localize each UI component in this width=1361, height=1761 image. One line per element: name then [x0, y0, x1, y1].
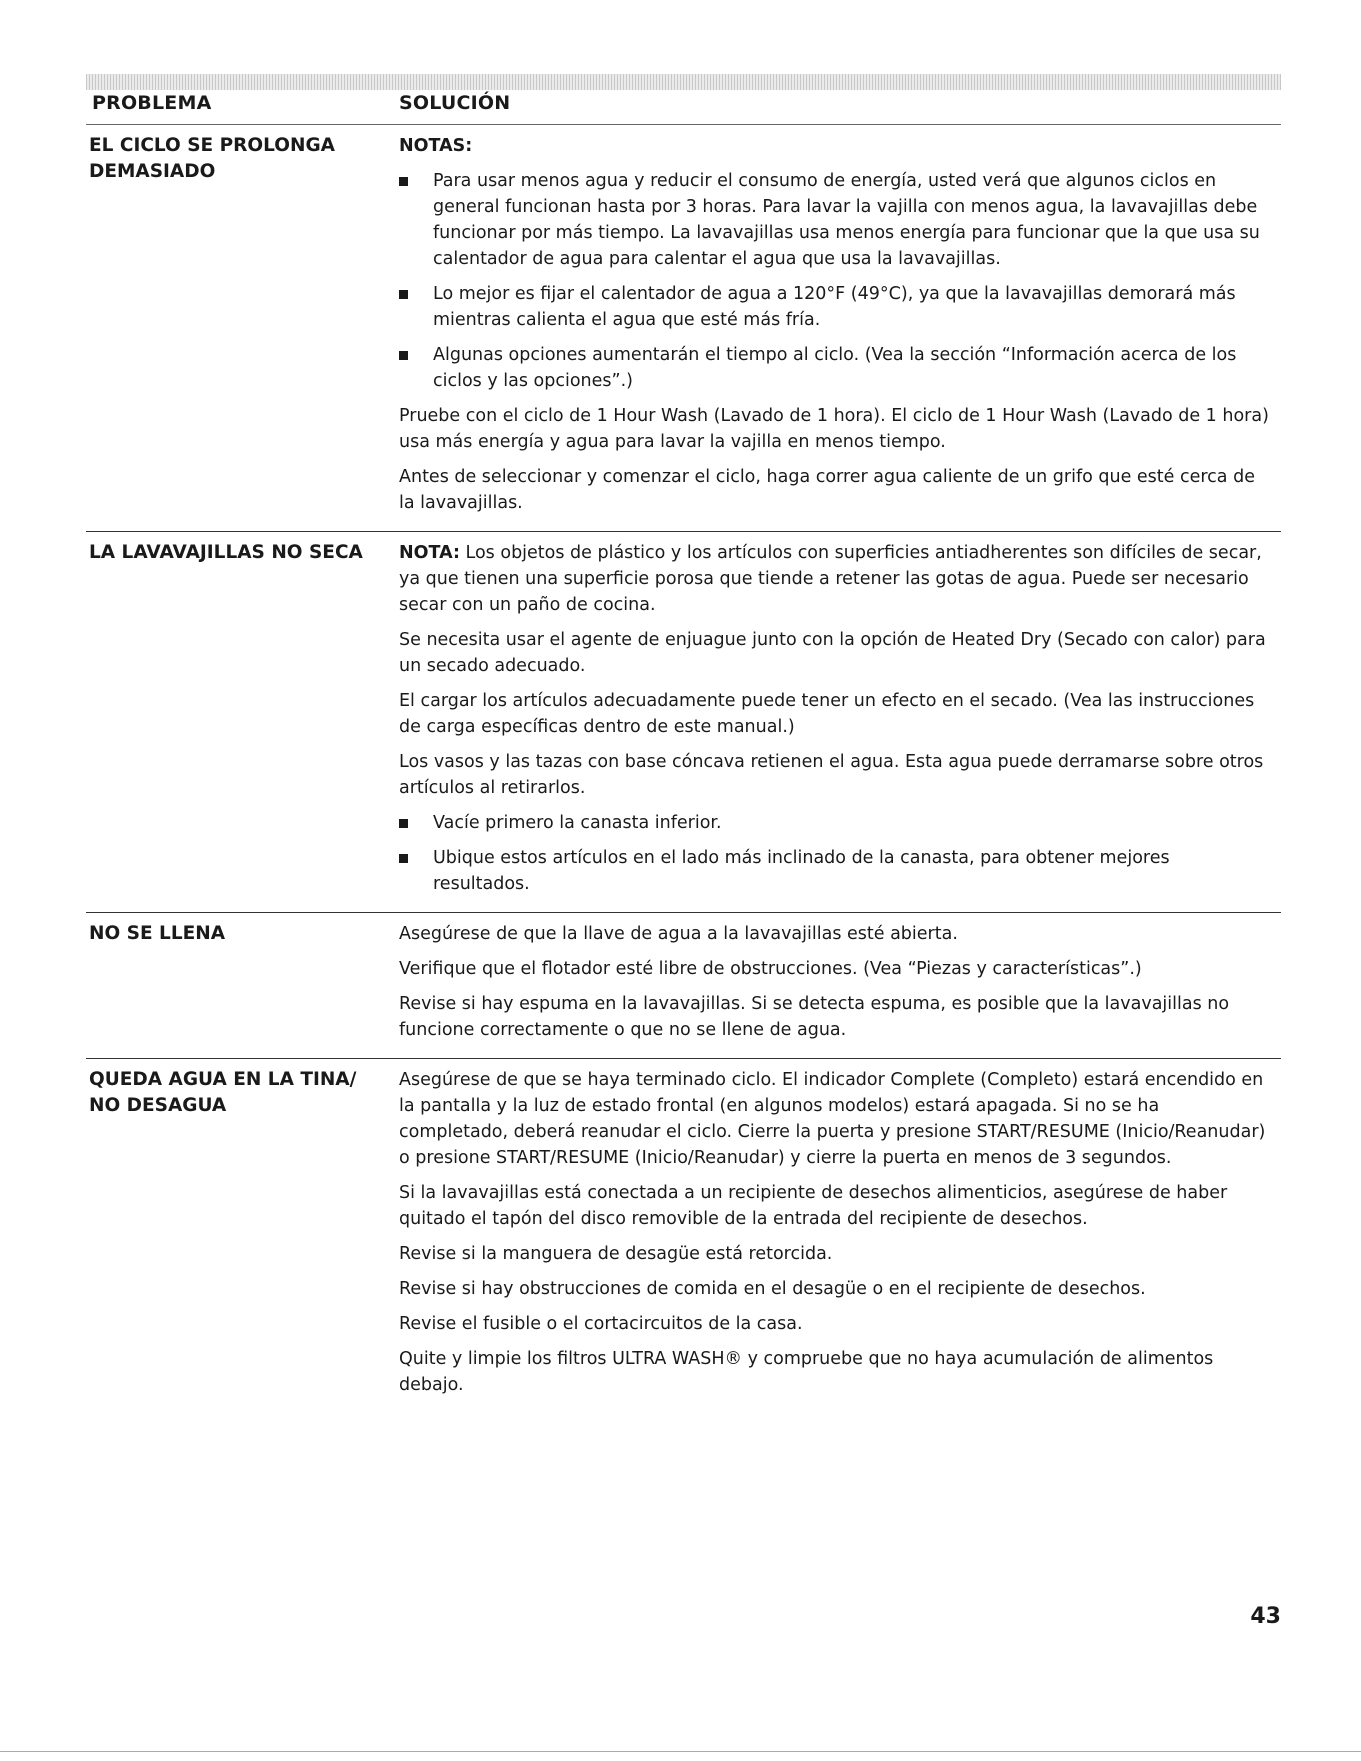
lead-label: NOTA:: [399, 543, 460, 563]
solution-paragraph: Revise si la manguera de desagüe está retorcida.: [399, 1244, 833, 1264]
table-header: [86, 74, 1281, 125]
problem-text: LA LAVAVAJILLAS NO SECA: [89, 542, 363, 563]
solution-cell: [399, 921, 1281, 1052]
solution-paragraph: Si la lavavajillas está conectada a un recipiente de desechos alimenticios, asegúrese de haber quitado el tapón del disco removible de la entrada del recipiente de desechos.: [399, 1183, 1228, 1229]
bullet-item: [399, 342, 1271, 394]
lead-label: NOTAS:: [399, 136, 473, 156]
solution-cell: [399, 1067, 1281, 1407]
solution-paragraph: El cargar los artículos adecuadamente puede tener un efecto en el secado. (Vea las instrucciones de carga específicas dentro de este manual.): [399, 691, 1255, 737]
problem-text: NO SE LLENA: [89, 923, 226, 944]
solution-paragraph: Asegúrese de que se haya terminado ciclo. El indicador Complete (Completo) estará encendido en la pantalla y la luz de estado frontal (en algunos modelos) estará apagada. Si no se ha completado, deberá reanudar el ciclo. Cierre la puerta y presione START/RESUME (Inicio/Reanudar) o presione START/RESUME (Inicio/Reanudar) y cierre la puerta en menos de 3 segundos.: [399, 1070, 1266, 1168]
bullet-item: [399, 168, 1271, 272]
table-row: [86, 1059, 1281, 1413]
bullet-item: [399, 810, 1271, 836]
bullet-square-icon: [399, 351, 408, 360]
page-number: 43: [1250, 1604, 1281, 1629]
lead-paragraph: [399, 133, 1271, 159]
header-problem: PROBLEMA: [92, 92, 212, 114]
solution-paragraph: Antes de seleccionar y comenzar el ciclo, haga correr agua caliente de un grifo que esté cerca de la lavavajillas.: [399, 467, 1255, 513]
solution-paragraph: Los vasos y las tazas con base cóncava retienen el agua. Esta agua puede derramarse sobre otros artículos al retirarlos.: [399, 752, 1264, 798]
bullet-text: Para usar menos agua y reducir el consumo de energía, usted verá que algunos ciclos en general funcionan hasta por 3 horas. Para lavar la vajilla con menos agua, la lavavajillas debe funcionar por más tiempo. La lavavajillas usa menos energía para funcionar que la que usa su calentador de agua para calentar el agua que usa la lavavajillas.: [433, 171, 1260, 269]
solution-cell: [399, 540, 1281, 906]
table-row: [86, 913, 1281, 1059]
table-row: [86, 125, 1281, 532]
lead-paragraph: [399, 540, 1271, 618]
bullet-text: Vacíe primero la canasta inferior.: [433, 813, 722, 833]
solution-paragraph: Verifique que el flotador esté libre de obstrucciones. (Vea “Piezas y características”.): [399, 959, 1142, 979]
solution-paragraph: Revise si hay espuma en la lavavajillas. Si se detecta espuma, es posible que la lavavajillas no funcione correctamente o que no se llene de agua.: [399, 994, 1230, 1040]
header-band: [86, 74, 1281, 90]
solution-paragraph: Revise el fusible o el cortacircuitos de la casa.: [399, 1314, 803, 1334]
solution-paragraph: Asegúrese de que la llave de agua a la lavavajillas esté abierta.: [399, 924, 958, 944]
bullet-square-icon: [399, 177, 408, 186]
header-solution: SOLUCIÓN: [399, 92, 511, 114]
bullet-square-icon: [399, 819, 408, 828]
solution-paragraph: Revise si hay obstrucciones de comida en el desagüe o en el recipiente de desechos.: [399, 1279, 1146, 1299]
bullet-item: [399, 845, 1271, 897]
bullet-text: Ubique estos artículos en el lado más inclinado de la canasta, para obtener mejores resultados.: [433, 848, 1170, 894]
page-bottom-rule: [0, 1751, 1361, 1752]
solution-paragraph: Se necesita usar el agente de enjuague junto con la opción de Heated Dry (Secado con calor) para un secado adecuado.: [399, 630, 1266, 676]
table-row: [86, 532, 1281, 913]
solution-paragraph: Pruebe con el ciclo de 1 Hour Wash (Lavado de 1 hora). El ciclo de 1 Hour Wash (Lavado de 1 hora) usa más energía y agua para lavar la vajilla en menos tiempo.: [399, 406, 1269, 452]
troubleshooting-table: [86, 125, 1281, 1413]
bullet-square-icon: [399, 854, 408, 863]
bullet-text: Lo mejor es fijar el calentador de agua a 120°F (49°C), ya que la lavavajillas demorará más mientras calienta el agua que esté más fría.: [433, 284, 1236, 330]
bullet-square-icon: [399, 290, 408, 299]
solution-paragraph: Quite y limpie los filtros ULTRA WASH® y compruebe que no haya acumulación de alimentos debajo.: [399, 1349, 1214, 1395]
problem-text: QUEDA AGUA EN LA TINA/ NO DESAGUA: [89, 1069, 357, 1116]
solution-cell: [399, 133, 1281, 525]
lead-text: Los objetos de plástico y los artículos con superficies antiadherentes son difíciles de secar, ya que tienen una superficie porosa que tiende a retener las gotas de agua. Puede ser necesario secar con un paño de cocina.: [399, 543, 1262, 615]
bullet-text: Algunas opciones aumentarán el tiempo al ciclo. (Vea la sección “Información acerca de los ciclos y las opciones”.): [433, 345, 1237, 391]
troubleshooting-page: [86, 0, 1281, 1413]
problem-text: EL CICLO SE PROLONGA DEMASIADO: [89, 135, 335, 182]
bullet-item: [399, 281, 1271, 333]
